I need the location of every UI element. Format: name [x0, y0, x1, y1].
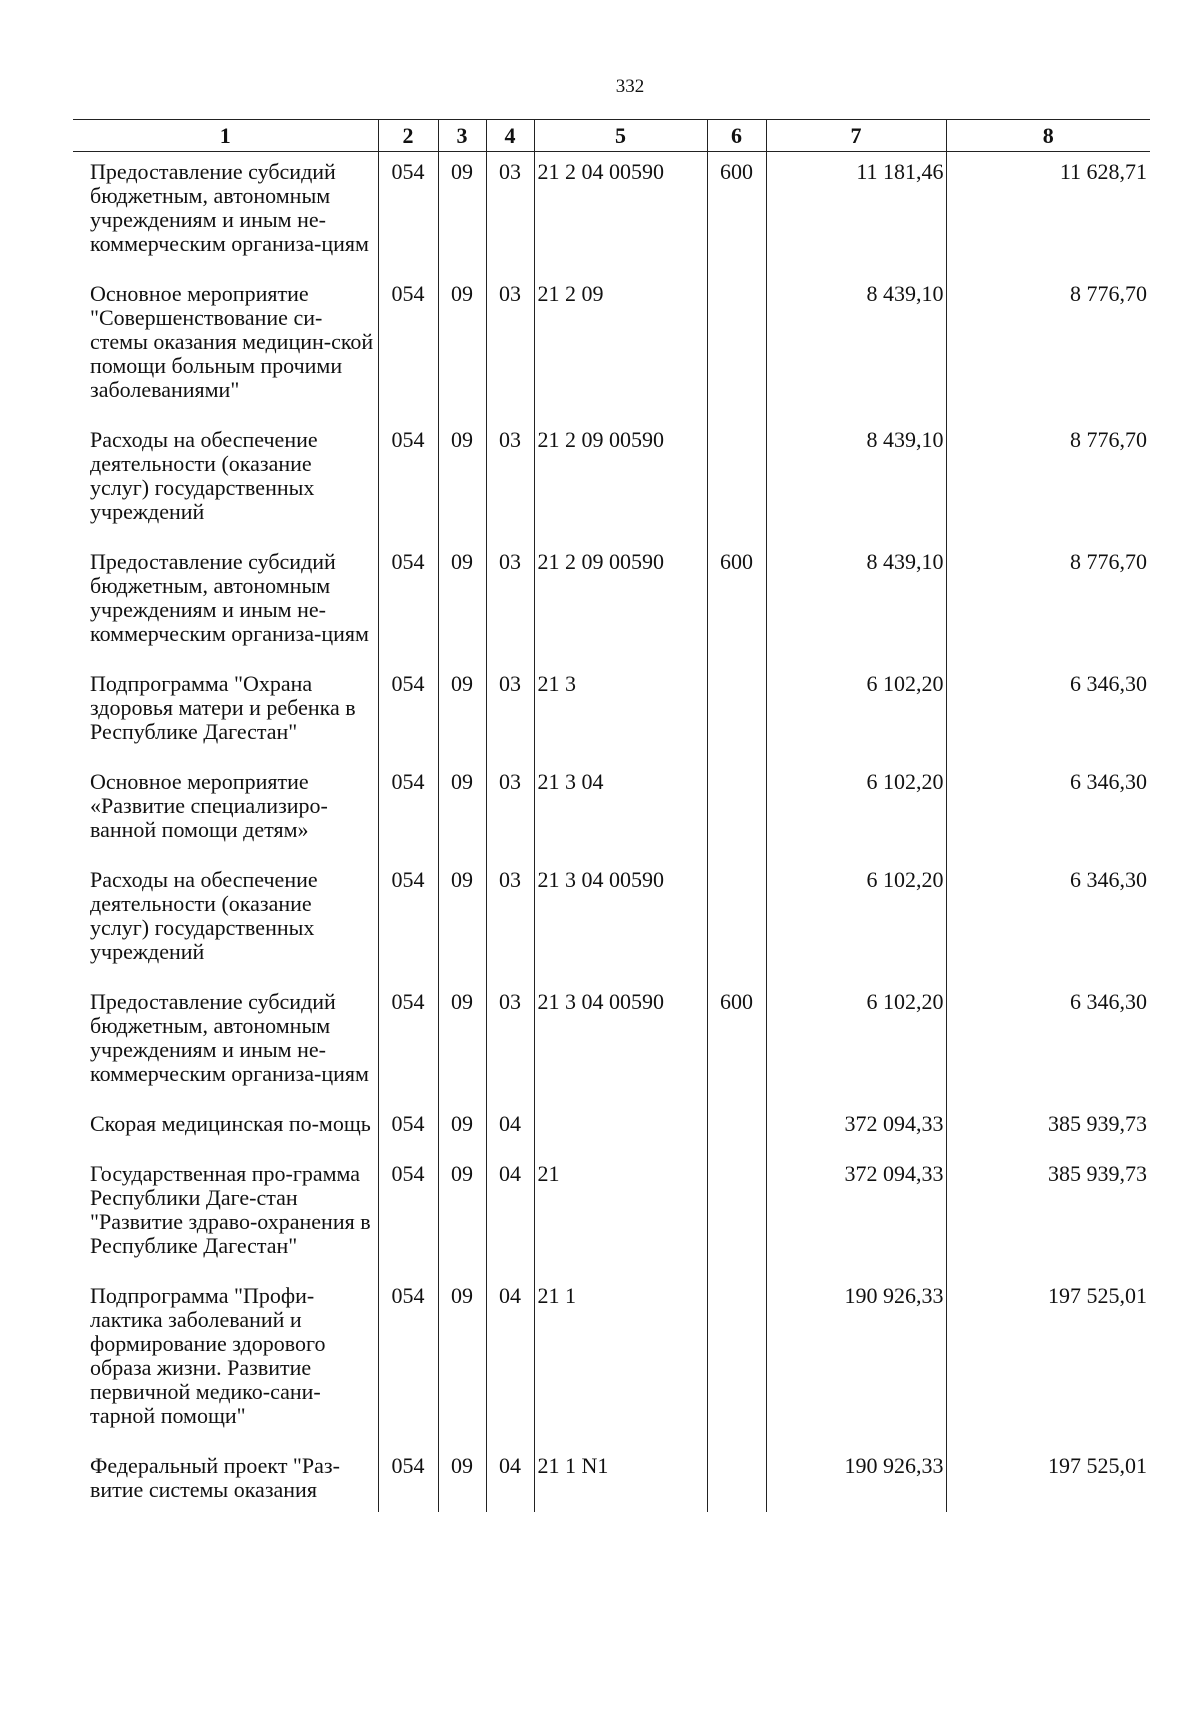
page-number: 332 — [615, 76, 645, 97]
row-amount-col8: 6 346,30 — [946, 664, 1150, 762]
row-expense-type — [707, 664, 766, 762]
row-name: Предоставление субсидий бюджетным, автономным учреждениям и иным не-коммерческим организа-циям — [90, 549, 369, 646]
row-subsection: 03 — [486, 860, 534, 982]
row-expense-type: 600 — [707, 542, 766, 664]
row-ministry-code: 054 — [378, 420, 438, 542]
row-amount-col8: 6 346,30 — [946, 982, 1150, 1104]
row-name: Основное мероприятие "Совершенствование си-стемы оказания медицин-ской помощи больным прочими заболеваниями" — [90, 281, 374, 402]
row-target-article: 21 3 04 — [534, 762, 707, 860]
row-ministry-code: 054 — [378, 274, 438, 420]
table-row — [73, 1446, 1150, 1512]
row-amount-col7: 372 094,33 — [766, 1154, 946, 1276]
row-subsection: 03 — [486, 762, 534, 860]
row-amount-col8: 197 525,01 — [946, 1446, 1150, 1512]
row-section: 09 — [438, 664, 486, 762]
row-ministry-code: 054 — [378, 152, 438, 275]
row-subsection: 04 — [486, 1104, 534, 1154]
header-col-4: 4 — [486, 120, 534, 152]
header-col-8: 8 — [946, 120, 1150, 152]
row-amount-col8: 6 346,30 — [946, 762, 1150, 860]
budget-table-container — [73, 119, 1150, 1512]
row-name: Государственная про-грамма Республики Даге-стан "Развитие здраво-охранения в Республике Дагестан" — [90, 1161, 371, 1258]
row-ministry-code: 054 — [378, 1104, 438, 1154]
row-expense-type: 600 — [707, 152, 766, 275]
row-amount-col7: 6 102,20 — [766, 762, 946, 860]
row-ministry-code: 054 — [378, 664, 438, 762]
row-section: 09 — [438, 542, 486, 664]
row-name: Расходы на обеспечение деятельности (оказание услуг) государственных учреждений — [90, 867, 318, 964]
row-amount-col7: 8 439,10 — [766, 542, 946, 664]
row-expense-type — [707, 860, 766, 982]
row-name: Основное мероприятие «Развитие специализиро-ванной помощи детям» — [90, 769, 328, 842]
row-target-article: 21 2 09 00590 — [534, 542, 707, 664]
row-subsection: 04 — [486, 1154, 534, 1276]
row-section: 09 — [438, 860, 486, 982]
row-section: 09 — [438, 1104, 486, 1154]
row-target-article: 21 1 N1 — [534, 1446, 707, 1512]
row-section: 09 — [438, 420, 486, 542]
row-name: Расходы на обеспечение деятельности (оказание услуг) государственных учреждений — [90, 427, 318, 524]
row-section: 09 — [438, 274, 486, 420]
header-col-1: 1 — [73, 120, 378, 152]
row-target-article: 21 — [534, 1154, 707, 1276]
row-amount-col8: 11 628,71 — [946, 152, 1150, 275]
row-expense-type — [707, 1276, 766, 1446]
row-ministry-code: 054 — [378, 1154, 438, 1276]
row-ministry-code: 054 — [378, 1446, 438, 1512]
row-ministry-code: 054 — [378, 860, 438, 982]
table-row — [73, 420, 1150, 542]
row-amount-col8: 6 346,30 — [946, 860, 1150, 982]
budget-table — [73, 119, 1150, 1512]
row-amount-col7: 8 439,10 — [766, 420, 946, 542]
header-row — [73, 120, 1150, 152]
table-row — [73, 1104, 1150, 1154]
row-expense-type: 600 — [707, 982, 766, 1104]
row-amount-col8: 385 939,73 — [946, 1154, 1150, 1276]
row-target-article: 21 3 04 00590 — [534, 982, 707, 1104]
row-target-article: 21 2 04 00590 — [534, 152, 707, 275]
row-target-article: 21 1 — [534, 1276, 707, 1446]
row-subsection: 03 — [486, 274, 534, 420]
header-col-6: 6 — [707, 120, 766, 152]
row-target-article: 21 3 04 00590 — [534, 860, 707, 982]
row-amount-col7: 11 181,46 — [766, 152, 946, 275]
table-row — [73, 1154, 1150, 1276]
table-row — [73, 152, 1150, 275]
row-amount-col7: 190 926,33 — [766, 1276, 946, 1446]
table-row — [73, 860, 1150, 982]
row-subsection: 03 — [486, 664, 534, 762]
row-subsection: 04 — [486, 1276, 534, 1446]
row-subsection: 03 — [486, 420, 534, 542]
row-subsection: 04 — [486, 1446, 534, 1512]
header-col-3: 3 — [438, 120, 486, 152]
row-subsection: 03 — [486, 982, 534, 1104]
row-expense-type — [707, 1104, 766, 1154]
table-row — [73, 542, 1150, 664]
row-amount-col7: 190 926,33 — [766, 1446, 946, 1512]
row-amount-col8: 8 776,70 — [946, 542, 1150, 664]
row-amount-col8: 385 939,73 — [946, 1104, 1150, 1154]
row-subsection: 03 — [486, 542, 534, 664]
row-section: 09 — [438, 982, 486, 1104]
row-amount-col7: 6 102,20 — [766, 860, 946, 982]
row-section: 09 — [438, 152, 486, 275]
table-header — [73, 120, 1150, 152]
row-expense-type — [707, 420, 766, 542]
row-name: Предоставление субсидий бюджетным, автономным учреждениям и иным не-коммерческим организа-циям — [90, 159, 369, 256]
row-name: Подпрограмма "Охрана здоровья матери и ребенка в Республике Дагестан" — [90, 671, 356, 744]
row-amount-col8: 8 776,70 — [946, 274, 1150, 420]
row-name: Подпрограмма "Профи-лактика заболеваний и формирование здорового образа жизни. Развитие первичной медико-сани-тарной помощи" — [90, 1283, 326, 1428]
row-subsection: 03 — [486, 152, 534, 275]
table-row — [73, 762, 1150, 860]
row-amount-col8: 197 525,01 — [946, 1276, 1150, 1446]
row-target-article — [534, 1104, 707, 1154]
table-body — [73, 152, 1150, 1513]
row-ministry-code: 054 — [378, 762, 438, 860]
row-section: 09 — [438, 1154, 486, 1276]
row-amount-col7: 6 102,20 — [766, 982, 946, 1104]
row-expense-type — [707, 762, 766, 860]
table-row — [73, 982, 1150, 1104]
table-row — [73, 274, 1150, 420]
row-section: 09 — [438, 762, 486, 860]
header-col-7: 7 — [766, 120, 946, 152]
row-ministry-code: 054 — [378, 1276, 438, 1446]
row-amount-col7: 8 439,10 — [766, 274, 946, 420]
row-amount-col8: 8 776,70 — [946, 420, 1150, 542]
row-section: 09 — [438, 1446, 486, 1512]
row-amount-col7: 6 102,20 — [766, 664, 946, 762]
row-name: Федеральный проект "Раз-витие системы оказания — [90, 1453, 340, 1502]
row-target-article: 21 2 09 00590 — [534, 420, 707, 542]
row-ministry-code: 054 — [378, 982, 438, 1104]
row-section: 09 — [438, 1276, 486, 1446]
row-target-article: 21 2 09 — [534, 274, 707, 420]
header-col-2: 2 — [378, 120, 438, 152]
row-ministry-code: 054 — [378, 542, 438, 664]
row-expense-type — [707, 1446, 766, 1512]
row-target-article: 21 3 — [534, 664, 707, 762]
row-amount-col7: 372 094,33 — [766, 1104, 946, 1154]
table-row — [73, 1276, 1150, 1446]
row-expense-type — [707, 1154, 766, 1276]
table-row — [73, 664, 1150, 762]
header-col-5: 5 — [534, 120, 707, 152]
row-name: Скорая медицинская по-мощь — [90, 1111, 371, 1136]
row-name: Предоставление субсидий бюджетным, автономным учреждениям и иным не-коммерческим организа-циям — [90, 989, 369, 1086]
row-expense-type — [707, 274, 766, 420]
